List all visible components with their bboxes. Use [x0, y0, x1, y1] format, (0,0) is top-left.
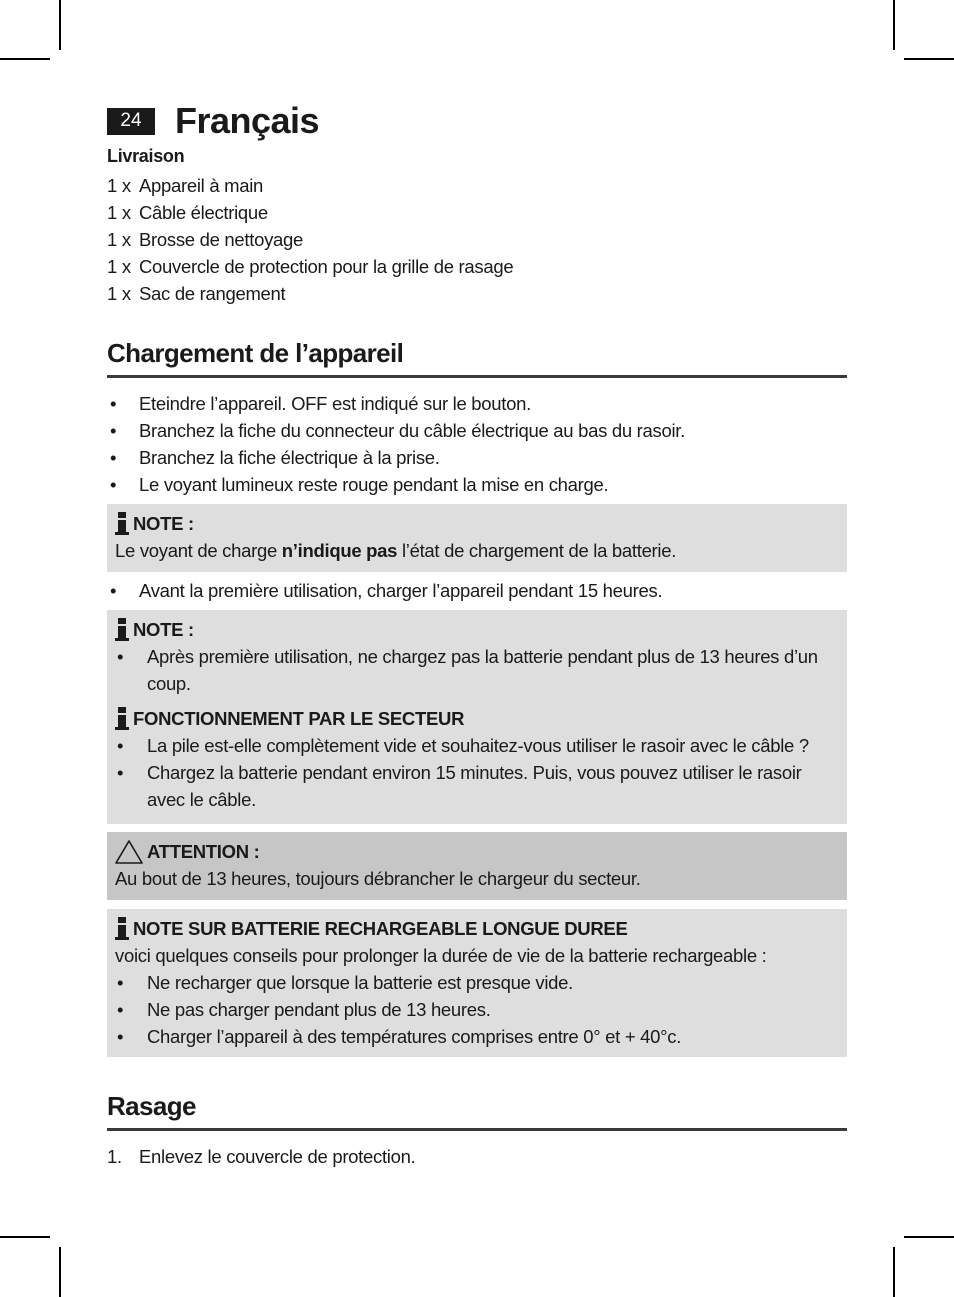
crop-mark-bottom-right-h: [904, 1236, 954, 1238]
list-item: [115, 996, 839, 1023]
list-item-text: La pile est-elle complètement vide et souhaitez-vous utiliser le rasoir avec le câble ?: [147, 735, 809, 756]
delivery-label: Appareil à main: [139, 175, 264, 196]
delivery-qty: 1 x: [107, 229, 131, 250]
note-title-text: NOTE :: [133, 513, 194, 534]
crop-mark-top-right-v: [893, 0, 895, 50]
delivery-item: [107, 175, 513, 202]
language-title: Français: [175, 100, 320, 141]
attention-title-text: ATTENTION :: [147, 841, 260, 862]
info-icon: [115, 917, 129, 941]
delivery-item: [107, 283, 513, 310]
list-item: [107, 417, 847, 444]
delivery-item: [107, 256, 513, 283]
note-text-part: Le voyant de charge: [115, 540, 282, 561]
list-item-text: Ne recharger que lorsque la batterie est presque vide.: [147, 972, 574, 993]
list-item: [107, 444, 847, 471]
note-title: [115, 616, 839, 643]
delivery-qty: 1 x: [107, 175, 131, 196]
attention-text: Au bout de 13 heures, toujours débrancher le chargeur du secteur.: [115, 868, 641, 889]
list-item: [115, 643, 839, 697]
list-item: [115, 759, 839, 813]
list-item: [115, 969, 839, 996]
shaving-steps: [107, 1143, 847, 1170]
delivery-item: [107, 229, 513, 256]
mains-title-text: FONCTIONNEMENT PAR LE SECTEUR: [133, 708, 465, 729]
step-number: 1.: [107, 1146, 122, 1167]
delivery-label: Sac de rangement: [139, 283, 286, 304]
section-title-charging: Chargement de l’appareil: [107, 338, 847, 378]
bullet: •: [110, 474, 117, 495]
crop-mark-bottom-right-v: [893, 1247, 895, 1297]
list-item-text: Ne pas charger pendant plus de 13 heures.: [147, 999, 491, 1020]
page-header: [107, 100, 319, 142]
bullet: •: [117, 999, 124, 1020]
bullet: •: [110, 393, 117, 414]
delivery-qty: 1 x: [107, 256, 131, 277]
battery-note-title-text: NOTE SUR BATTERIE RECHARGEABLE LONGUE DUREE: [133, 918, 628, 939]
attention-box: [107, 832, 847, 900]
bullet: •: [117, 646, 124, 667]
crop-mark-top-left-v: [59, 0, 61, 50]
crop-mark-top-right-h: [904, 58, 954, 60]
list-item: [107, 577, 847, 604]
list-item-text: Charger l’appareil à des températures comprises entre 0° et + 40°c.: [147, 1026, 682, 1047]
crop-mark-bottom-left-v: [59, 1247, 61, 1297]
delivery-qty: 1 x: [107, 202, 131, 223]
section-title-shaving: Rasage: [107, 1091, 847, 1131]
delivery-label: Câble électrique: [139, 202, 268, 223]
bullet: •: [117, 1026, 124, 1047]
attention-title: [115, 838, 839, 865]
list-item-text: Le voyant lumineux reste rouge pendant la mise en charge.: [139, 474, 609, 495]
bullet: •: [110, 420, 117, 441]
list-item: [107, 471, 847, 498]
list-item-text: Enlevez le couvercle de protection.: [139, 1146, 416, 1167]
page-number: 24: [107, 108, 155, 135]
info-icon: [115, 707, 129, 731]
warning-triangle-icon: [115, 840, 143, 864]
info-icon: [115, 618, 129, 642]
delivery-qty: 1 x: [107, 283, 131, 304]
list-item: [115, 732, 839, 759]
delivery-label: Brosse de nettoyage: [139, 229, 303, 250]
note-text-emphasis: n’indique pas: [281, 540, 398, 561]
list-item: [107, 390, 847, 417]
list-item-text: Avant la première utilisation, charger l’appareil pendant 15 heures.: [139, 580, 663, 601]
note-title-text: NOTE :: [133, 619, 194, 640]
list-item-text: Eteindre l’appareil. OFF est indiqué sur le bouton.: [139, 393, 531, 414]
battery-note-box: [107, 909, 847, 1057]
note-text-part: l’état de chargement de la batterie.: [397, 540, 677, 561]
crop-mark-bottom-left-h: [0, 1236, 50, 1238]
note-box: [107, 504, 847, 572]
charging-steps: [107, 390, 847, 498]
delivery-list: [107, 175, 513, 310]
delivery-label: Couvercle de protection pour la grille de rasage: [139, 256, 514, 277]
note-box-mains: [107, 610, 847, 824]
mains-title: [115, 705, 839, 732]
list-item: [115, 1023, 839, 1050]
note-text: [115, 537, 839, 564]
bullet: •: [117, 972, 124, 993]
list-item-text: Branchez la fiche du connecteur du câble électrique au bas du rasoir.: [139, 420, 685, 441]
crop-mark-top-left-h: [0, 58, 50, 60]
charging-first-use: [107, 577, 847, 604]
bullet: •: [117, 735, 124, 756]
list-item: [107, 1143, 847, 1170]
bullet: •: [110, 580, 117, 601]
battery-note-intro: voici quelques conseils pour prolonger la durée de vie de la batterie rechargeable :: [115, 945, 767, 966]
delivery-title: Livraison: [107, 146, 185, 166]
info-icon: [115, 512, 129, 536]
battery-note-title: [115, 915, 839, 942]
bullet: •: [117, 762, 124, 783]
delivery-item: [107, 202, 513, 229]
note-title: [115, 510, 839, 537]
bullet: •: [110, 447, 117, 468]
list-item-text: Chargez la batterie pendant environ 15 minutes. Puis, vous pouvez utiliser le rasoir avec le câble.: [147, 762, 802, 810]
list-item-text: Après première utilisation, ne chargez pas la batterie pendant plus de 13 heures d’un coup.: [147, 646, 818, 694]
list-item-text: Branchez la fiche électrique à la prise.: [139, 447, 440, 468]
